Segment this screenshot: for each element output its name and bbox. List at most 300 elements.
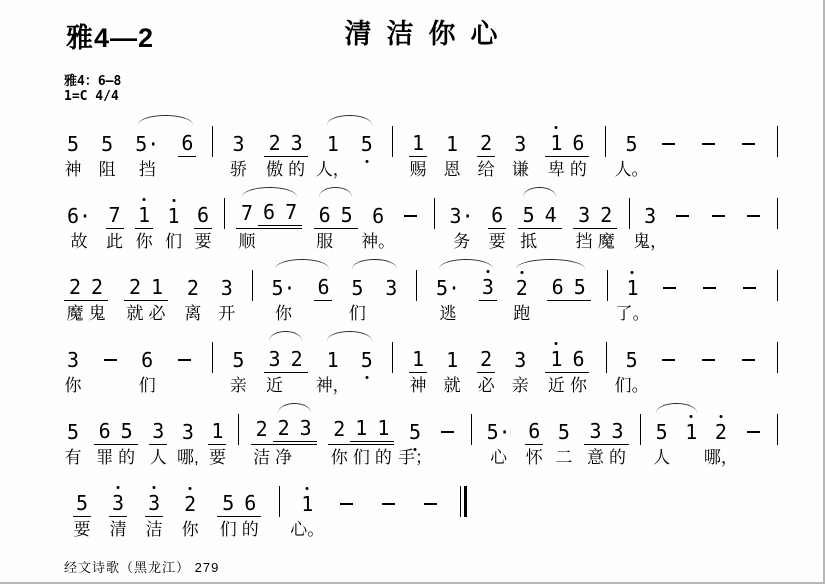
note: [575, 204, 593, 228]
note: [358, 349, 376, 373]
lyric: 亲: [511, 376, 529, 395]
lyrics-row: [64, 158, 778, 183]
note-digit: 1: [550, 347, 563, 371]
note: [433, 277, 463, 301]
note-digit: 1: [446, 132, 459, 156]
octave-dot-above-icon: [555, 126, 558, 129]
duration-dash: [741, 419, 765, 445]
note: [194, 204, 212, 229]
sheet-content: [64, 12, 778, 576]
note: [623, 277, 641, 301]
system-1: [64, 112, 778, 183]
lyric: 傲: [266, 160, 284, 179]
note-digit: 1: [301, 492, 314, 516]
lyric: 意: [586, 448, 604, 467]
note-digit: 5: [522, 203, 535, 227]
note-digit: 2: [255, 417, 268, 441]
note-digit: 5·: [271, 276, 296, 300]
note: [369, 205, 387, 229]
note: [149, 420, 167, 445]
barline: [777, 270, 778, 301]
note-digit: 5: [232, 348, 245, 372]
octave-dot-above-icon: [172, 199, 175, 202]
note-digit: 1: [685, 420, 698, 444]
note: [348, 277, 366, 301]
note: [623, 349, 641, 373]
note-digit: 3: [644, 204, 657, 228]
beam-group: [545, 132, 589, 157]
lyric: 服: [316, 232, 334, 251]
note: [126, 276, 144, 300]
note-digit: 1: [326, 348, 339, 372]
note: [96, 420, 114, 444]
note-digit: 3: [578, 203, 591, 227]
note: [682, 421, 700, 445]
duration-dash: [376, 491, 400, 517]
beam-group: [264, 348, 308, 373]
system-3: [64, 256, 778, 327]
lyric: 亲: [229, 376, 247, 395]
note-digit: 3: [479, 276, 497, 301]
note: [477, 348, 495, 373]
lyric: 鬼: [88, 304, 106, 323]
lyric: 你: [181, 520, 199, 539]
note: [219, 492, 237, 516]
duration-dash: [334, 491, 358, 517]
note-digit: 3: [385, 276, 398, 300]
barline: [252, 270, 253, 301]
duration-dash: [697, 275, 721, 301]
note: [409, 132, 427, 157]
barline: [392, 342, 393, 373]
note: [382, 277, 400, 301]
note: [297, 417, 315, 441]
beam-group: [124, 276, 168, 301]
lyric: 务: [453, 232, 471, 251]
beam-group: [236, 201, 302, 229]
note-digit: 5·: [435, 276, 461, 300]
barline: [607, 270, 608, 301]
lyric: 骄: [229, 160, 247, 179]
duration-dash: [657, 275, 681, 301]
note-digit: 5: [222, 491, 235, 515]
note-digit: 3: [514, 348, 527, 372]
note: [253, 418, 271, 442]
note-digit: 3: [611, 419, 624, 443]
note: [229, 133, 247, 157]
note-digit: 5·: [135, 132, 160, 156]
slur-arc: [278, 403, 311, 413]
octave-dot-above-icon: [690, 415, 693, 418]
note-digit: 6: [178, 132, 196, 157]
lyric: 的: [569, 160, 587, 179]
note: [109, 492, 127, 517]
duration-dash: [737, 131, 761, 157]
lyric: 恩: [443, 160, 461, 179]
note-digit: 5: [408, 420, 421, 444]
octave-dot-above-icon: [719, 415, 722, 418]
lyric: 人，: [315, 160, 350, 179]
note: [165, 205, 183, 229]
note: [238, 202, 256, 226]
lyric: 心: [490, 448, 508, 467]
note: [298, 493, 316, 517]
octave-dot-above-icon: [117, 486, 120, 489]
slur-arc: [327, 331, 372, 341]
note: [569, 132, 587, 156]
lyric: 神，: [315, 376, 350, 395]
note: [106, 204, 124, 229]
note-digit: 6: [551, 275, 564, 299]
note-digit: 7: [285, 200, 298, 224]
barline: [605, 126, 606, 157]
note-digit: 7: [241, 201, 254, 225]
lyric: 的: [118, 448, 136, 467]
duration-dash: [697, 131, 721, 157]
octave-dot-above-icon: [189, 487, 192, 490]
note: [511, 133, 529, 157]
note-digit: 5: [340, 203, 353, 227]
lyric: 近: [266, 376, 284, 395]
note: [181, 493, 199, 517]
system-6: [64, 472, 778, 543]
octave-dot-above-icon: [306, 487, 309, 490]
slur-arc: [269, 331, 302, 341]
lyric: 们: [138, 376, 156, 395]
note-digit: 2: [268, 131, 281, 155]
lyric: 要: [488, 232, 506, 251]
note: [98, 133, 116, 157]
barline: [629, 198, 630, 229]
note-digit: 5: [120, 419, 133, 443]
barline: [238, 414, 239, 445]
note: [511, 349, 529, 373]
note: [712, 421, 730, 445]
beam-group: [547, 276, 591, 301]
lyric: 魔: [597, 232, 615, 251]
beam-group: [545, 348, 589, 373]
system-2: [64, 184, 778, 255]
notes-row: [64, 400, 778, 445]
note: [547, 132, 565, 156]
lyric: 罪: [96, 448, 114, 467]
lyric: 洁: [145, 520, 163, 539]
note-digit: 3: [67, 348, 80, 372]
note: [477, 132, 495, 157]
lyric: 魔: [66, 304, 84, 323]
duration-dash: [697, 347, 721, 373]
duration-dash: [657, 131, 681, 157]
duration-dash: [98, 347, 122, 373]
note-digit: 2: [333, 417, 346, 441]
note-digit: 6: [194, 204, 212, 229]
lyric: 们: [219, 520, 237, 539]
beam-group: [328, 417, 394, 445]
note: [64, 421, 82, 445]
note-digit: 2: [184, 492, 197, 516]
note-digit: 2: [477, 132, 495, 157]
lyric: 的: [609, 448, 627, 467]
note-digit: 1: [150, 275, 164, 299]
note: [64, 133, 82, 157]
note-digit: 1: [208, 420, 226, 445]
note-digit: 6: [525, 420, 543, 445]
lyric: 你: [330, 448, 348, 467]
duration-dash: [436, 419, 460, 445]
lyric: 神: [64, 160, 82, 179]
lyric: 挡: [138, 160, 156, 179]
note-digit: 3·: [449, 204, 474, 228]
lyric: 二: [555, 448, 573, 467]
note-digit: 1: [377, 416, 390, 440]
note-digit: 5: [557, 420, 570, 444]
lyric: 你: [64, 376, 82, 395]
barline: [777, 414, 778, 445]
barline: [212, 126, 213, 157]
barline: [777, 198, 778, 229]
note: [641, 205, 659, 229]
note-digit: 5: [67, 132, 80, 156]
note-digit: 5: [655, 420, 668, 444]
lyric: 谦: [511, 160, 529, 179]
note: [275, 417, 293, 441]
note-digit: 5: [351, 276, 364, 300]
note: [330, 418, 348, 442]
notes-row: [64, 184, 778, 229]
octave-dot-above-icon: [153, 486, 156, 489]
lyrics-row: [64, 446, 778, 471]
lyric: 了。: [615, 304, 650, 323]
note: [269, 277, 299, 301]
note: [409, 348, 427, 373]
note: [597, 204, 615, 228]
note: [145, 492, 163, 517]
lyric: 有: [64, 448, 82, 467]
slur-arc: [656, 403, 696, 413]
note-digit: 1: [409, 348, 427, 373]
lyric: 人: [653, 448, 671, 467]
note-digit: 6: [263, 200, 276, 224]
note-digit: 1: [355, 416, 368, 440]
lyric: 故: [70, 232, 88, 251]
note: [282, 201, 300, 225]
lyric: 此: [106, 232, 124, 251]
slur-arc: [439, 259, 493, 269]
lyric: 你: [135, 232, 153, 251]
note: [316, 204, 334, 228]
note: [178, 132, 196, 157]
note-digit: 6: [488, 204, 506, 229]
note-digit: 6·: [67, 204, 92, 228]
notes-row: [64, 328, 778, 373]
lyric: 就: [443, 376, 461, 395]
slur-arc: [242, 187, 297, 197]
lyric: 哪,: [176, 448, 199, 467]
note: [609, 420, 627, 444]
duration-dash: [657, 347, 681, 373]
beam-group: [314, 204, 358, 229]
duration-dash: [671, 203, 695, 229]
barline: [640, 414, 641, 445]
note-digit: 6: [141, 348, 154, 372]
note: [586, 420, 604, 444]
lyric: 的: [241, 520, 259, 539]
lyric: 鬼，: [633, 232, 668, 251]
lyric: 要: [208, 448, 226, 467]
slur-arc: [319, 187, 352, 197]
lyric: 必: [477, 376, 495, 395]
lyric: 挡: [575, 232, 593, 251]
note-digit: 5: [625, 132, 638, 156]
note: [118, 420, 136, 444]
beam-group: [518, 204, 562, 229]
lyric: 怀: [525, 448, 543, 467]
beam-group: [273, 417, 317, 442]
note-digit: 2: [186, 276, 199, 300]
lyric: 近: [547, 376, 565, 395]
note-digit: 2: [515, 276, 528, 300]
note: [288, 348, 306, 372]
duration-dash: [399, 203, 423, 229]
lyrics-row: [64, 230, 778, 255]
octave-dot-above-icon: [555, 342, 558, 345]
beam-group: [251, 417, 317, 445]
note: [484, 421, 514, 445]
score: [64, 112, 778, 543]
note-digit: 3: [268, 347, 281, 371]
note-digit: 6: [98, 419, 111, 443]
lyrics-row: [64, 302, 778, 327]
lyric: 必: [148, 304, 166, 323]
beam-group: [217, 492, 261, 517]
note-digit: 3: [220, 276, 233, 300]
barline: [392, 126, 393, 157]
barline: [777, 126, 778, 157]
barline: [777, 342, 778, 373]
note: [324, 349, 342, 373]
lyric: 的: [288, 160, 306, 179]
note-digit: 6: [572, 347, 585, 371]
note: [266, 348, 284, 372]
note: [229, 349, 247, 373]
duration-dash: [418, 491, 442, 517]
note: [623, 133, 641, 157]
lyric: 跑: [513, 304, 531, 323]
note-digit: 6: [318, 203, 331, 227]
note-digit: 3: [149, 420, 167, 445]
header: [64, 12, 778, 58]
note: [447, 205, 477, 229]
beam-group: [258, 201, 302, 226]
note: [513, 277, 531, 301]
lyric: 人。: [614, 160, 649, 179]
lyric: 卑: [547, 160, 565, 179]
note: [488, 204, 506, 229]
note: [406, 421, 424, 445]
duration-dash: [737, 275, 761, 301]
footer-source: 经文诗歌（黑龙江） 279: [64, 560, 220, 575]
beam-group: [94, 420, 138, 445]
lyric: 离: [184, 304, 202, 323]
barline: [212, 342, 213, 373]
lyric: 心。: [290, 520, 325, 539]
slur-arc: [516, 259, 585, 269]
note-digit: 5: [625, 348, 638, 372]
note: [549, 276, 567, 300]
slur-arc: [138, 115, 193, 125]
note: [241, 492, 259, 516]
note: [64, 205, 94, 229]
note: [132, 133, 162, 157]
octave-dot-above-icon: [486, 270, 489, 273]
beam-group: [350, 417, 394, 442]
note: [653, 421, 671, 445]
lyric: 要: [73, 520, 91, 539]
note-digit: 5: [73, 492, 91, 517]
note-digit: 3: [145, 492, 163, 517]
lyric: 抵: [520, 232, 538, 251]
lyric: 的: [374, 448, 392, 467]
note: [443, 133, 461, 157]
barline: [279, 486, 280, 517]
lyric: 们。: [614, 376, 649, 395]
note: [208, 420, 226, 445]
barline: [224, 198, 225, 229]
notes-row: [64, 112, 778, 157]
note: [88, 276, 106, 300]
system-5: [64, 400, 778, 471]
scripture-reference: 雅4：6—8: [64, 74, 122, 89]
note-digit: 2: [69, 275, 82, 299]
duration-dash: [742, 203, 766, 229]
lyric: 们: [348, 304, 366, 323]
duration-dash: [706, 203, 730, 229]
note: [135, 204, 153, 229]
note-digit: 2: [290, 347, 303, 371]
lyrics-row: [64, 518, 778, 543]
note-digit: 4: [544, 203, 557, 227]
octave-dot-above-icon: [143, 198, 146, 201]
note-digit: 3: [181, 420, 194, 444]
note-digit: 5: [360, 348, 373, 372]
note: [525, 420, 543, 445]
song-title: 清洁你心: [344, 19, 513, 49]
note: [338, 204, 356, 228]
lyric: 哪，: [703, 448, 738, 467]
note: [547, 348, 565, 372]
note-digit: 5: [101, 132, 114, 156]
note-digit: 3: [514, 132, 527, 156]
key-time-signature: 1=C 4/4: [64, 89, 119, 104]
note: [73, 492, 91, 517]
note: [260, 201, 278, 225]
note: [520, 204, 538, 228]
note: [314, 276, 332, 301]
note: [358, 133, 376, 157]
note: [148, 276, 166, 300]
barline: [416, 270, 417, 301]
lyric: 阻: [98, 160, 116, 179]
note: [542, 204, 560, 228]
octave-dot-above-icon: [520, 271, 523, 274]
note: [352, 417, 370, 441]
slur-arc: [327, 115, 372, 125]
note: [443, 349, 461, 373]
lyric: 手；: [397, 448, 432, 467]
beam-group: [64, 276, 108, 301]
note: [266, 132, 284, 156]
lyric: 逃: [439, 304, 457, 323]
